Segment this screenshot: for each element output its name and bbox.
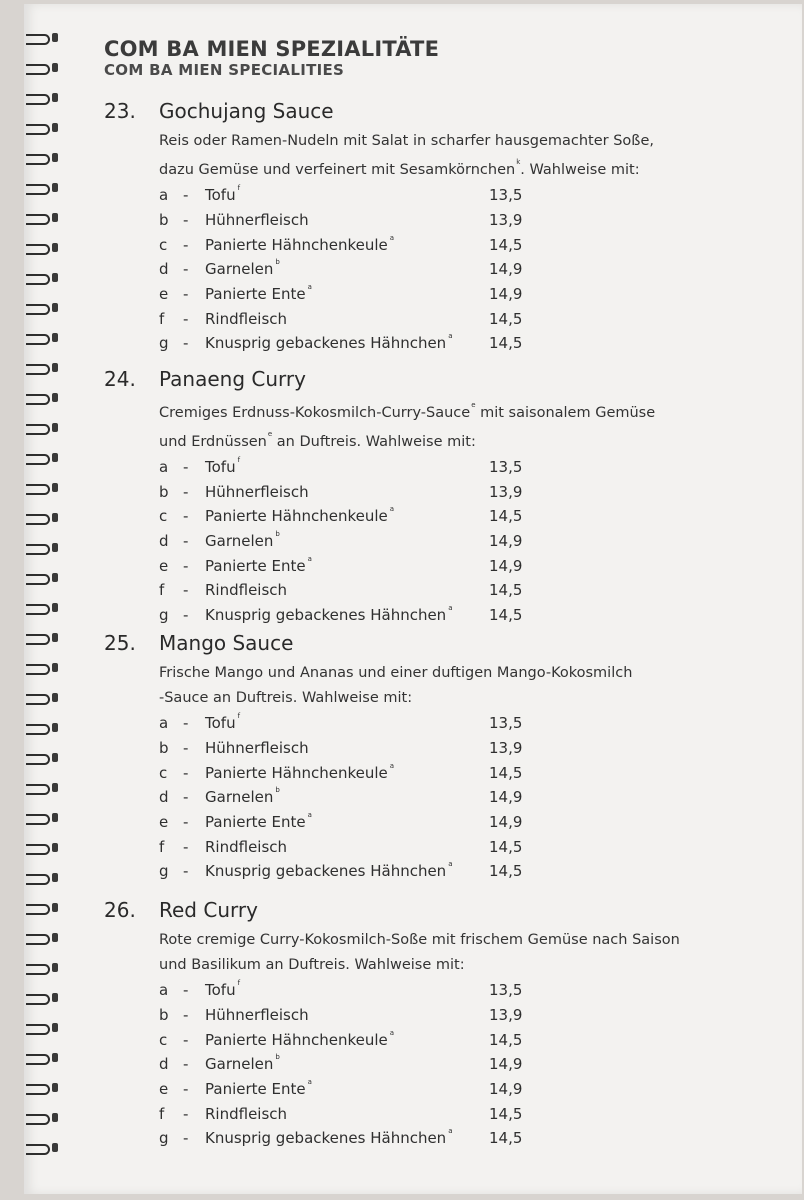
option-price: 14,5 [489, 837, 523, 856]
option-dash: - [183, 1030, 189, 1049]
dish-name: Gochujang Sauce [159, 99, 334, 123]
option-name: Tofu [205, 714, 236, 733]
description-line [159, 397, 719, 426]
binding-ring [26, 422, 60, 434]
option-row [159, 504, 744, 529]
dish-description [159, 397, 719, 455]
option-row [159, 785, 744, 810]
dish-number: 23. [104, 99, 136, 123]
option-row [159, 479, 744, 504]
option-name: Rindfleisch [205, 581, 288, 600]
option-row [159, 834, 744, 859]
option-name-cell [205, 761, 489, 782]
allergen-mark: a [389, 761, 395, 770]
section-title-english: COM BA MIEN SPECIALITIES [104, 61, 345, 79]
option-list [104, 183, 744, 356]
allergen-mark: k [516, 158, 521, 166]
binding-ring [26, 92, 60, 104]
option-price: 14,9 [489, 556, 523, 575]
option-price: 13,5 [489, 458, 523, 476]
option-row [159, 529, 744, 554]
binding-ring [26, 332, 60, 344]
option-name-cell [205, 211, 489, 229]
option-row [159, 1052, 744, 1077]
option-price: 14,5 [489, 1129, 523, 1148]
binding-ring [26, 392, 60, 404]
option-dash: - [183, 507, 189, 526]
binding-ring [26, 782, 60, 794]
option-name: Tofu [205, 981, 236, 1000]
menu-header [104, 36, 439, 78]
option-name-cell [205, 838, 489, 856]
binding-ring [26, 1052, 60, 1064]
option-row [159, 711, 744, 736]
option-dash: - [183, 1129, 189, 1148]
description-line: Rote cremige Curry-Kokosmilch-Soße mit frischem Gemüse nach Saison [159, 932, 680, 948]
description-text: . Wahlweise mit: [520, 161, 640, 178]
option-letter: f [159, 309, 165, 328]
description-line: -Sauce an Duftreis. Wahlweise mit: [159, 690, 413, 706]
option-letter: e [159, 556, 169, 575]
option-list [104, 978, 744, 1151]
option-dash: - [183, 556, 189, 575]
option-dash: - [183, 235, 189, 254]
option-name: Knusprig gebackenes Hähnchen [205, 862, 447, 881]
option-dash: - [183, 334, 189, 353]
option-price: 14,9 [489, 532, 523, 551]
option-row [159, 859, 744, 884]
allergen-mark: b [275, 258, 280, 267]
option-price: 13,9 [489, 482, 523, 501]
option-name-cell [205, 1129, 489, 1147]
dish-24 [104, 367, 744, 627]
option-row [159, 1126, 744, 1151]
option-price: 14,5 [489, 763, 523, 782]
option-dash: - [183, 739, 189, 758]
dish-description [159, 129, 719, 183]
allergen-mark: a [389, 505, 395, 514]
option-row [159, 603, 744, 628]
binding-ring [26, 212, 60, 224]
option-price: 13,9 [489, 1006, 523, 1025]
option-letter: a [159, 458, 169, 476]
binding-ring [26, 1082, 60, 1094]
option-list [104, 711, 744, 884]
option-letter: f [159, 581, 165, 600]
dish-name: Red Curry [159, 898, 258, 922]
option-name: Panierte Hähnchenkeule [205, 235, 388, 254]
option-name-cell [205, 458, 489, 476]
option-dash: - [183, 763, 189, 782]
option-dash: - [183, 1055, 189, 1074]
option-dash: - [183, 581, 189, 600]
allergen-mark: a [448, 332, 453, 341]
option-price: 14,5 [489, 862, 523, 881]
binding-ring [26, 992, 60, 1004]
option-letter: c [159, 507, 168, 526]
dish-name: Mango Sauce [159, 631, 294, 655]
option-name-cell [205, 1006, 489, 1024]
option-name: Panierte Ente [205, 556, 306, 575]
binding-ring [26, 962, 60, 974]
allergen-mark: a [307, 811, 312, 820]
option-letter: a [159, 981, 169, 1000]
binding-ring [26, 812, 60, 824]
binding-ring [26, 452, 60, 464]
description-text: dazu Gemüse und verfeinert mit Sesamkörnchen [159, 161, 516, 178]
binding-ring [26, 542, 60, 554]
option-letter: d [159, 1055, 169, 1074]
description-text: an Duftreis. Wahlweise mit: [272, 433, 476, 450]
binding-ring [26, 1142, 60, 1154]
option-name-cell [205, 813, 489, 831]
option-price: 13,5 [489, 981, 523, 1000]
option-row [159, 760, 744, 785]
option-price: 14,5 [489, 606, 523, 625]
binding-ring [26, 242, 60, 254]
option-letter: a [159, 186, 169, 205]
option-name: Hühnerfleisch [205, 482, 309, 501]
dish-25 [104, 631, 744, 884]
option-name: Hühnerfleisch [205, 739, 309, 758]
option-name-cell [205, 532, 489, 550]
option-name: Hühnerfleisch [205, 210, 309, 229]
option-letter: b [159, 482, 169, 501]
binding-ring [26, 302, 60, 314]
option-name-cell [205, 310, 489, 328]
option-name: Panierte Hähnchenkeule [205, 1030, 388, 1049]
option-price: 14,5 [489, 334, 523, 353]
option-row [159, 331, 744, 356]
binding-ring [26, 572, 60, 584]
option-name: Knusprig gebackenes Hähnchen [205, 334, 447, 353]
option-row [159, 257, 744, 282]
option-name-cell [205, 606, 489, 624]
option-name: Panierte Ente [205, 284, 306, 303]
allergen-mark: a [389, 233, 395, 242]
binding-ring [26, 692, 60, 704]
binding-ring [26, 512, 60, 524]
binding-ring [26, 182, 60, 194]
option-name: Garnelen [205, 532, 274, 551]
option-price: 13,9 [489, 210, 523, 229]
option-name: Panierte Ente [205, 1080, 306, 1099]
option-row [159, 183, 744, 208]
section-title-german: COM BA MIEN SPEZIALITÄTE [104, 37, 440, 61]
option-price: 13,5 [489, 186, 523, 205]
binding-ring [26, 842, 60, 854]
description-text: Cremiges Erdnuss-Kokosmilch-Curry-Sauce [159, 404, 471, 421]
option-dash: - [183, 813, 189, 832]
allergen-mark: f [237, 456, 241, 464]
option-dash: - [183, 309, 189, 328]
option-price: 14,9 [489, 813, 523, 832]
option-letter: d [159, 260, 169, 279]
option-name: Panierte Ente [205, 813, 306, 832]
allergen-mark: a [307, 1078, 312, 1087]
option-price: 14,5 [489, 235, 523, 254]
option-dash: - [183, 284, 189, 303]
option-dash: - [183, 1104, 189, 1123]
option-price: 14,9 [489, 284, 523, 303]
binding-ring [26, 722, 60, 734]
option-name-cell [205, 233, 489, 254]
allergen-mark: a [448, 1127, 453, 1136]
option-row [159, 736, 744, 761]
binding-ring [26, 932, 60, 944]
dish-name: Panaeng Curry [159, 367, 306, 391]
binding-ring [26, 122, 60, 134]
allergen-mark: f [237, 184, 241, 193]
option-row [159, 578, 744, 603]
option-letter: c [159, 763, 168, 782]
option-dash: - [183, 186, 189, 205]
option-name: Garnelen [205, 260, 274, 279]
option-name-cell [205, 581, 489, 599]
option-letter: b [159, 210, 169, 229]
dish-number: 24. [104, 367, 136, 391]
binding-ring [26, 272, 60, 284]
allergen-mark: a [389, 1028, 395, 1037]
allergen-mark: e [267, 429, 273, 438]
option-name: Tofu [205, 186, 236, 205]
allergen-mark: a [448, 860, 453, 869]
binding-ring [26, 152, 60, 164]
option-price: 14,5 [489, 507, 523, 526]
option-letter: g [159, 1129, 169, 1148]
option-name-cell [205, 739, 489, 757]
option-letter: g [159, 606, 169, 625]
allergen-mark: b [275, 786, 280, 795]
allergen-mark: b [275, 1053, 280, 1062]
option-row [159, 282, 744, 307]
option-name-cell [205, 282, 489, 303]
allergen-mark: a [307, 282, 312, 291]
option-price: 14,5 [489, 309, 523, 328]
description-text: mit saisonalem Gemüse [475, 404, 656, 421]
dish-26 [104, 898, 744, 1151]
option-row [159, 1003, 744, 1028]
binding-ring [26, 1022, 60, 1034]
option-letter: d [159, 532, 169, 551]
option-row [159, 232, 744, 257]
option-dash: - [183, 210, 189, 229]
option-row [159, 978, 744, 1003]
description-line: Reis oder Ramen-Nudeln mit Salat in scharfer hausgemachter Soße, [159, 133, 654, 149]
option-letter: e [159, 284, 169, 303]
option-row [159, 1077, 744, 1102]
spiral-binding [24, 32, 62, 1172]
option-name: Knusprig gebackenes Hähnchen [205, 1129, 447, 1148]
option-letter: b [159, 1006, 169, 1025]
option-price: 14,5 [489, 1030, 523, 1049]
option-letter: g [159, 334, 169, 353]
description-line: und Basilikum an Duftreis. Wahlweise mit: [159, 957, 465, 973]
option-list [104, 455, 744, 628]
option-name-cell [205, 334, 489, 352]
option-letter: b [159, 739, 169, 758]
binding-ring [26, 752, 60, 764]
description-line [159, 426, 719, 455]
option-name-cell [205, 788, 489, 806]
option-letter: f [159, 1104, 165, 1123]
option-name-cell [205, 981, 489, 999]
option-row [159, 810, 744, 835]
description-text: und Erdnüssen [159, 433, 267, 450]
option-price: 14,5 [489, 581, 523, 600]
binding-ring [26, 902, 60, 914]
option-name-cell [205, 483, 489, 501]
option-name-cell [205, 186, 489, 204]
option-price: 14,9 [489, 1080, 523, 1099]
option-name: Knusprig gebackenes Hähnchen [205, 606, 447, 625]
binding-ring [26, 632, 60, 644]
option-price: 14,9 [489, 788, 523, 807]
dish-description [159, 928, 719, 978]
option-name-cell [205, 1105, 489, 1123]
option-letter: f [159, 837, 165, 856]
option-price: 13,9 [489, 739, 523, 758]
option-name-cell [205, 714, 489, 732]
option-name: Rindfleisch [205, 309, 288, 328]
option-dash: - [183, 981, 189, 1000]
option-price: 14,5 [489, 1104, 523, 1123]
option-price: 13,5 [489, 714, 523, 733]
option-letter: c [159, 235, 168, 254]
binding-ring [26, 62, 60, 74]
option-name-cell [205, 862, 489, 880]
option-name-cell [205, 554, 489, 575]
option-name: Garnelen [205, 1055, 274, 1074]
option-dash: - [183, 1080, 189, 1099]
allergen-mark: e [471, 401, 476, 409]
description-line: Frische Mango und Ananas und einer duftigen Mango-Kokosmilch [159, 665, 633, 681]
option-name: Panierte Hähnchenkeule [205, 507, 388, 526]
binding-ring [26, 362, 60, 374]
binding-ring [26, 662, 60, 674]
option-name-cell [205, 507, 489, 525]
allergen-mark: f [237, 712, 241, 721]
option-price: 14,9 [489, 1055, 523, 1074]
option-dash: - [183, 788, 189, 807]
option-name-cell [205, 1080, 489, 1098]
option-row [159, 1027, 744, 1052]
option-name-cell [205, 260, 489, 278]
option-row [159, 455, 744, 480]
dish-number: 25. [104, 631, 136, 655]
option-letter: e [159, 813, 169, 832]
option-dash: - [183, 714, 189, 733]
option-dash: - [183, 260, 189, 279]
option-name-cell [205, 1055, 489, 1073]
option-row [159, 208, 744, 233]
option-dash: - [183, 458, 189, 476]
allergen-mark: a [307, 554, 312, 563]
option-price: 14,9 [489, 260, 523, 279]
binding-ring [26, 1112, 60, 1124]
dish-description [159, 661, 719, 711]
option-name: Rindfleisch [205, 1104, 288, 1123]
option-name: Hühnerfleisch [205, 1006, 309, 1025]
option-dash: - [183, 606, 189, 625]
option-name: Garnelen [205, 788, 274, 807]
option-name: Panierte Hähnchenkeule [205, 763, 388, 782]
option-letter: c [159, 1030, 168, 1049]
allergen-mark: f [237, 979, 241, 988]
option-row [159, 553, 744, 578]
binding-ring [26, 482, 60, 494]
option-name-cell [205, 1028, 489, 1049]
option-row [159, 1101, 744, 1126]
option-letter: e [159, 1080, 169, 1099]
option-dash: - [183, 862, 189, 881]
allergen-mark: a [448, 604, 453, 613]
binding-ring [26, 602, 60, 614]
binding-ring [26, 872, 60, 884]
option-letter: d [159, 788, 169, 807]
dish-number: 26. [104, 898, 136, 922]
dish-23 [104, 99, 744, 356]
option-letter: a [159, 714, 169, 733]
option-name: Rindfleisch [205, 837, 288, 856]
option-dash: - [183, 1006, 189, 1025]
option-dash: - [183, 532, 189, 551]
option-row [159, 306, 744, 331]
option-letter: g [159, 862, 169, 881]
allergen-mark: b [275, 530, 280, 539]
description-line [159, 154, 719, 183]
binding-ring [26, 32, 60, 44]
option-dash: - [183, 482, 189, 501]
option-name: Tofu [205, 458, 236, 476]
option-dash: - [183, 837, 189, 856]
